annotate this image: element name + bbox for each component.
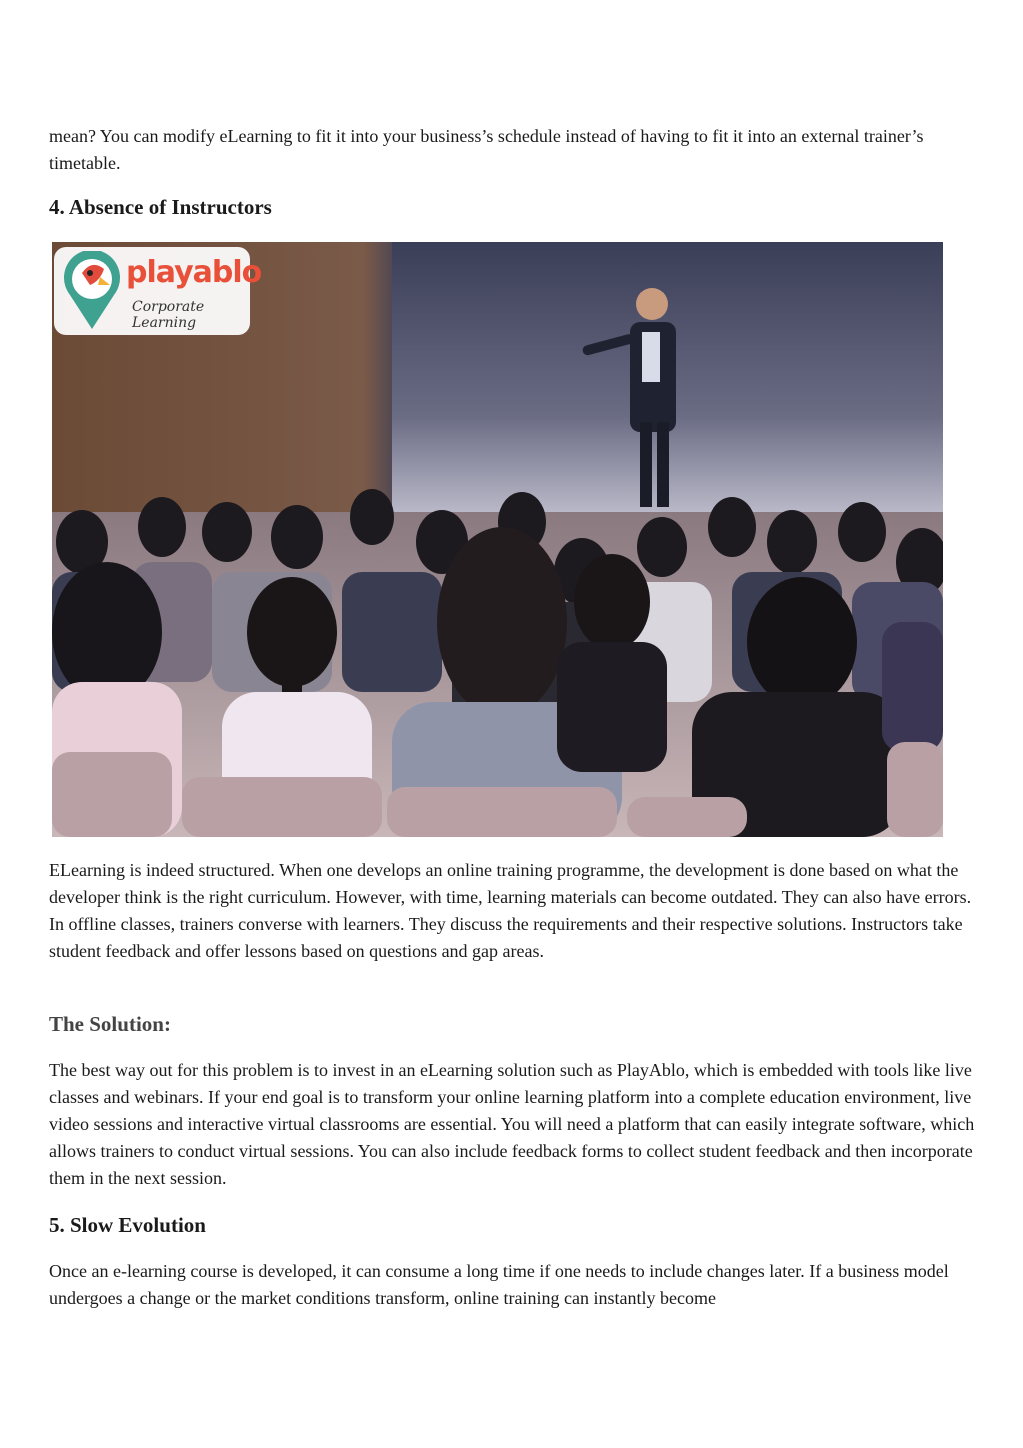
section-5-paragraph: Once an e-learning course is developed, it can consume a long time if one needs to include changes later. If a business model undergoes a change or the market conditions transform, online training can instantly become [49, 1261, 949, 1308]
logo-wordmark: playablo [126, 255, 262, 290]
seminar-photo [52, 242, 943, 837]
playablo-parrot-icon [60, 251, 124, 331]
solution-heading: The Solution: [49, 1012, 171, 1036]
logo-tagline: Corporate Learning [132, 299, 205, 331]
playablo-logo [54, 247, 262, 335]
solution-paragraph: The best way out for this problem is to invest in an eLearning solution such as PlayAblo, which is embedded with tools like live classes and webinars. If your end goal is to transform your online learning platform into a complete education environment, live video sessions and interactive virtual classrooms are essential. You will need a platform that can easily integrate software, which allows trainers to conduct virtual sessions. You can also include feedback forms to collect student feedback and then incorporate them in the next session. [49, 1060, 975, 1188]
section-4-paragraph: ELearning is indeed structured. When one develops an online training programme, the development is done based on what the developer think is the right curriculum. However, with time, learning materials can become outdated. They can also have errors. In offline classes, trainers converse with learners. They discuss the requirements and their respective solutions. Instructors take student feedback and offer lessons based on questions and gap areas. [49, 860, 972, 961]
section-4-heading: 4. Absence of Instructors [49, 195, 272, 219]
section-5-heading: 5. Slow Evolution [49, 1213, 206, 1237]
intro-paragraph: mean? You can modify eLearning to fit it into your business’s schedule instead of having to fit it into an external trainer’s timetable. [49, 126, 924, 173]
